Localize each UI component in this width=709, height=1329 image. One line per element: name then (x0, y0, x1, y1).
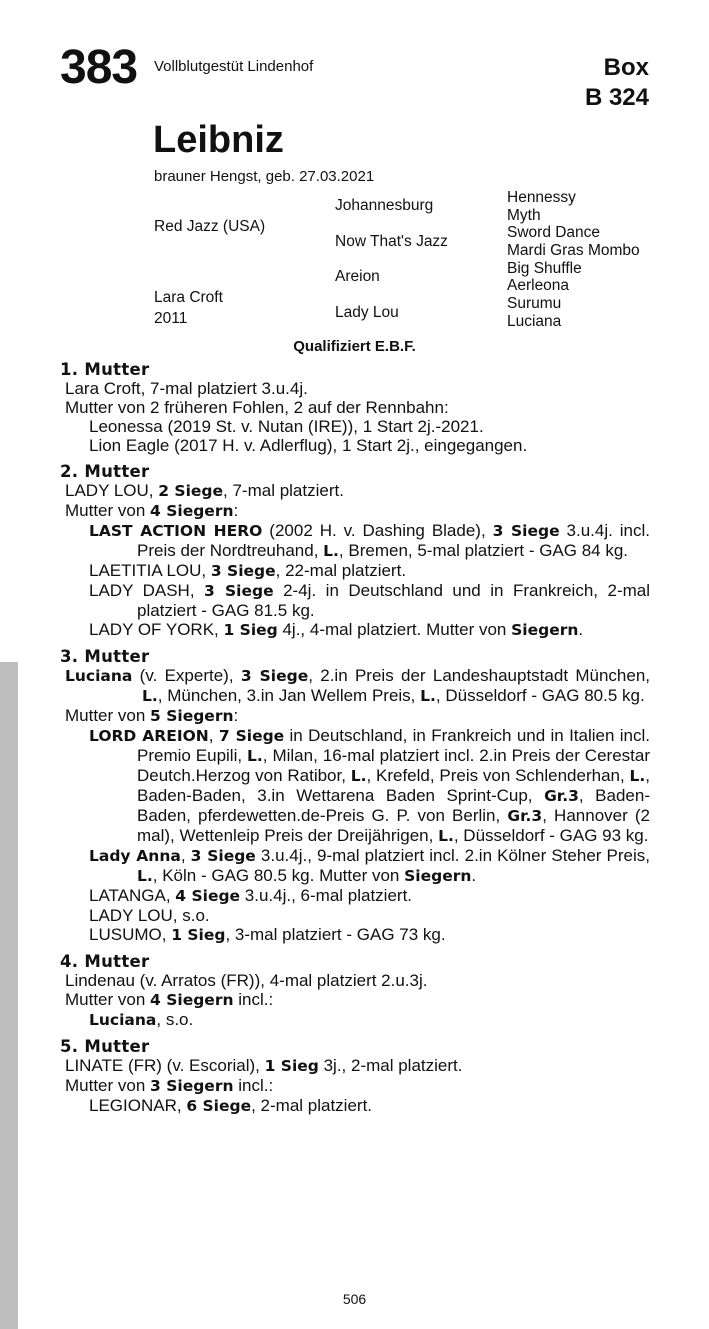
highlight-text: 4 Siege (175, 887, 241, 905)
pedigree-great-grandparent: Mardi Gras Mombo (507, 242, 640, 259)
horse-name: Leibniz (153, 119, 284, 161)
record-text: , 22-mal platziert. (275, 561, 407, 580)
pedigree-dam-year: 2011 (154, 310, 188, 327)
record-text: Mutter von (65, 1076, 151, 1095)
pedigree-great-grandparent: Myth (507, 207, 541, 224)
record-line (60, 886, 650, 906)
record-text: LADY DASH, (89, 581, 205, 600)
dam-section (60, 360, 650, 455)
dam-section (60, 952, 650, 1030)
highlight-text: 3 Siege (210, 562, 276, 580)
highlight-text: 3 Siege (492, 522, 560, 540)
record-text: Mutter von 2 früheren Fohlen, 2 auf der Rennbahn: (65, 398, 449, 417)
record-line (60, 906, 650, 925)
record-line (60, 379, 650, 398)
highlight-text: Luciana (89, 1011, 157, 1029)
record-text: LATANGA, (89, 886, 176, 905)
highlight-text: Lady Anna (89, 847, 181, 865)
highlight-text: 4 Siegern (150, 502, 234, 520)
record-line (60, 561, 650, 581)
record-text: , Düsseldorf - GAG 93 kg. (453, 826, 649, 845)
highlight-text: LORD AREION (89, 727, 209, 745)
section-title: 5. Mutter (60, 1037, 150, 1056)
qualification: Qualifiziert E.B.F. (293, 338, 416, 355)
record-line (60, 417, 650, 436)
highlight-text: 3 Siege (204, 582, 274, 600)
record-text: , 7-mal platziert. (223, 481, 344, 500)
highlight-text: 3 Siege (190, 847, 256, 865)
record-line (60, 925, 650, 945)
pedigree-great-grandparent: Sword Dance (507, 224, 601, 241)
page-edge-tab (0, 662, 18, 1329)
record-text: , Düsseldorf - GAG 80.5 kg. (435, 686, 645, 705)
record-text: Mutter von (65, 990, 151, 1009)
record-text: , Hannover (2 mal), Wettenleip Preis der Dreijährigen, (137, 806, 650, 845)
record-text: . (578, 620, 584, 639)
highlight-text: Luciana (65, 667, 133, 685)
record-line (60, 581, 650, 620)
record-text: . (471, 866, 477, 885)
highlight-text: Siegern (404, 867, 472, 885)
record-text: Lindenau (v. Arratos (FR)), 4-mal platziert 2.u.3j. (65, 971, 428, 990)
pedigree-sire: Red Jazz (USA) (154, 218, 266, 235)
record-text: , 2.in Preis der Landeshauptstadt München, (308, 666, 650, 685)
highlight-text: 2 Siege (158, 482, 224, 500)
highlight-text: L. (629, 767, 646, 785)
record-line (60, 481, 650, 501)
record-text: in Deutschland, in Frankreich und in Italien incl. Premio Eupili, (137, 726, 651, 765)
dam-section (60, 647, 650, 945)
pedigree-great-grandparent: Aerleona (507, 277, 570, 294)
pedigree-great-grandparent: Luciana (507, 313, 562, 330)
record-text: 2-4j. in Deutschland und in Frankreich, 2-mal platziert - GAG 81.5 kg. (137, 581, 650, 620)
record-text: Mutter von (65, 501, 151, 520)
record-text: , (208, 726, 219, 745)
highlight-text: L. (350, 767, 367, 785)
record-text: 3j., 2-mal platziert. (318, 1056, 463, 1075)
record-text: : (233, 706, 239, 725)
pedigree-great-grandparent: Big Shuffle (507, 260, 582, 277)
record-text: , Baden-Baden, 3.in Wettarena Baden Sprint-Cup, (137, 766, 650, 805)
highlight-text: L. (142, 687, 158, 705)
page-number: 506 (342, 1291, 367, 1307)
record-text: , Köln - GAG 80.5 kg. Mutter von (152, 866, 405, 885)
dam-section (60, 462, 650, 640)
box-number: B 324 (584, 84, 649, 111)
record-text: LADY LOU, s.o. (89, 906, 210, 925)
record-line (60, 1056, 650, 1076)
highlight-text: 3 Siegern (150, 1077, 234, 1095)
pedigree-dam: Lara Croft (154, 289, 223, 306)
record-line (60, 990, 650, 1010)
highlight-text: Gr.3 (507, 807, 543, 825)
record-text: (2002 H. v. Dashing Blade), (262, 521, 493, 540)
record-text: , Krefeld, Preis von Schlenderhan, (366, 766, 630, 785)
record-text: incl.: (233, 1076, 274, 1095)
highlight-text: 3 Siege (240, 667, 309, 685)
record-text: , München, 3.in Jan Wellem Preis, (157, 686, 421, 705)
dam-section (60, 1037, 650, 1116)
record-line (60, 398, 650, 417)
record-text: , (180, 846, 191, 865)
record-text: Lara Croft, 7-mal platziert 3.u.4j. (65, 379, 308, 398)
pedigree-great-grandparent: Hennessy (507, 189, 576, 206)
pedigree-grandparent: Johannesburg (335, 197, 434, 214)
section-title: 3. Mutter (60, 647, 150, 666)
record-text: , Bremen, 5-mal platziert - GAG 84 kg. (338, 541, 629, 560)
record-text: : (233, 501, 239, 520)
highlight-text: Gr.3 (544, 787, 579, 805)
record-text: (v. Experte), (132, 666, 241, 685)
breeder-name: Vollblutgestüt Lindenhof (154, 58, 314, 75)
record-line (60, 666, 650, 706)
section-title: 1. Mutter (60, 360, 150, 379)
record-line (60, 846, 650, 886)
highlight-text: L. (247, 747, 263, 765)
highlight-text: L. (438, 827, 454, 845)
highlight-text: Siegern (511, 621, 579, 639)
pedigree-grandparent: Lady Lou (335, 304, 399, 321)
record-text: , 3-mal platziert - GAG 73 kg. (225, 925, 446, 944)
record-text: , Milan, 16-mal platziert incl. 2.in Preis der Cerestar Deutch.Herzog von Ratibor, (137, 746, 650, 785)
highlight-text: 6 Siege (186, 1097, 252, 1115)
highlight-text: L. (137, 867, 153, 885)
record-text: LAETITIA LOU, (89, 561, 211, 580)
highlight-text: 7 Siege (218, 727, 285, 745)
record-text: 3.u.4j., 6-mal platziert. (240, 886, 413, 905)
record-text: , Baden-Baden, pferdewetten.de-Preis G. P. von Berlin, (137, 786, 651, 825)
pedigree-grandparent: Now That's Jazz (335, 233, 448, 250)
record-line (60, 521, 650, 561)
record-line (60, 436, 650, 455)
record-text: Mutter von (65, 706, 151, 725)
record-line (60, 726, 650, 846)
highlight-text: 5 Siegern (150, 707, 234, 725)
record-text: , 2-mal platziert. (251, 1096, 373, 1115)
section-title: 2. Mutter (60, 462, 150, 481)
record-text: LINATE (FR) (v. Escorial), (65, 1056, 265, 1075)
record-line (60, 1076, 650, 1096)
record-line (60, 620, 650, 640)
horse-description: brauner Hengst, geb. 27.03.2021 (154, 168, 375, 185)
record-text: Lion Eagle (2017 H. v. Adlerflug), 1 Start 2j., eingegangen. (89, 436, 528, 455)
pedigree-grandparent: Areion (335, 268, 380, 285)
record-text: incl.: (233, 990, 274, 1009)
record-text: 4j., 4-mal platziert. Mutter von (277, 620, 512, 639)
record-line (60, 501, 650, 521)
record-line (60, 1010, 650, 1030)
highlight-text: 1 Sieg (264, 1057, 319, 1075)
record-text: 3.u.4j., 9-mal platziert incl. 2.in Kölner Steher Preis, (255, 846, 650, 865)
record-line (60, 706, 650, 726)
highlight-text: 1 Sieg (223, 621, 278, 639)
record-text: LADY LOU, (65, 481, 159, 500)
highlight-text: 1 Sieg (171, 926, 226, 944)
section-title: 4. Mutter (60, 952, 150, 971)
box-info (585, 53, 649, 113)
dam-line-sections (60, 360, 650, 1123)
record-line (60, 1096, 650, 1116)
box-label: Box (603, 54, 649, 81)
record-line (60, 971, 650, 990)
highlight-text: 4 Siegern (150, 991, 234, 1009)
record-text: , s.o. (156, 1010, 194, 1029)
pedigree-great-grandparent: Surumu (507, 295, 562, 312)
record-text: 3.u.4j. incl. Preis der Nordtreuhand, (137, 521, 651, 560)
highlight-text: L. (420, 687, 436, 705)
record-text: Leonessa (2019 St. v. Nutan (IRE)), 1 Start 2j.-2021. (89, 417, 484, 436)
record-text: LEGIONAR, (89, 1096, 187, 1115)
lot-number: 383 (60, 41, 138, 94)
record-text: LUSUMO, (89, 925, 172, 944)
highlight-text: L. (323, 542, 339, 560)
highlight-text: LAST ACTION HERO (89, 522, 263, 540)
record-text: LADY OF YORK, (89, 620, 224, 639)
